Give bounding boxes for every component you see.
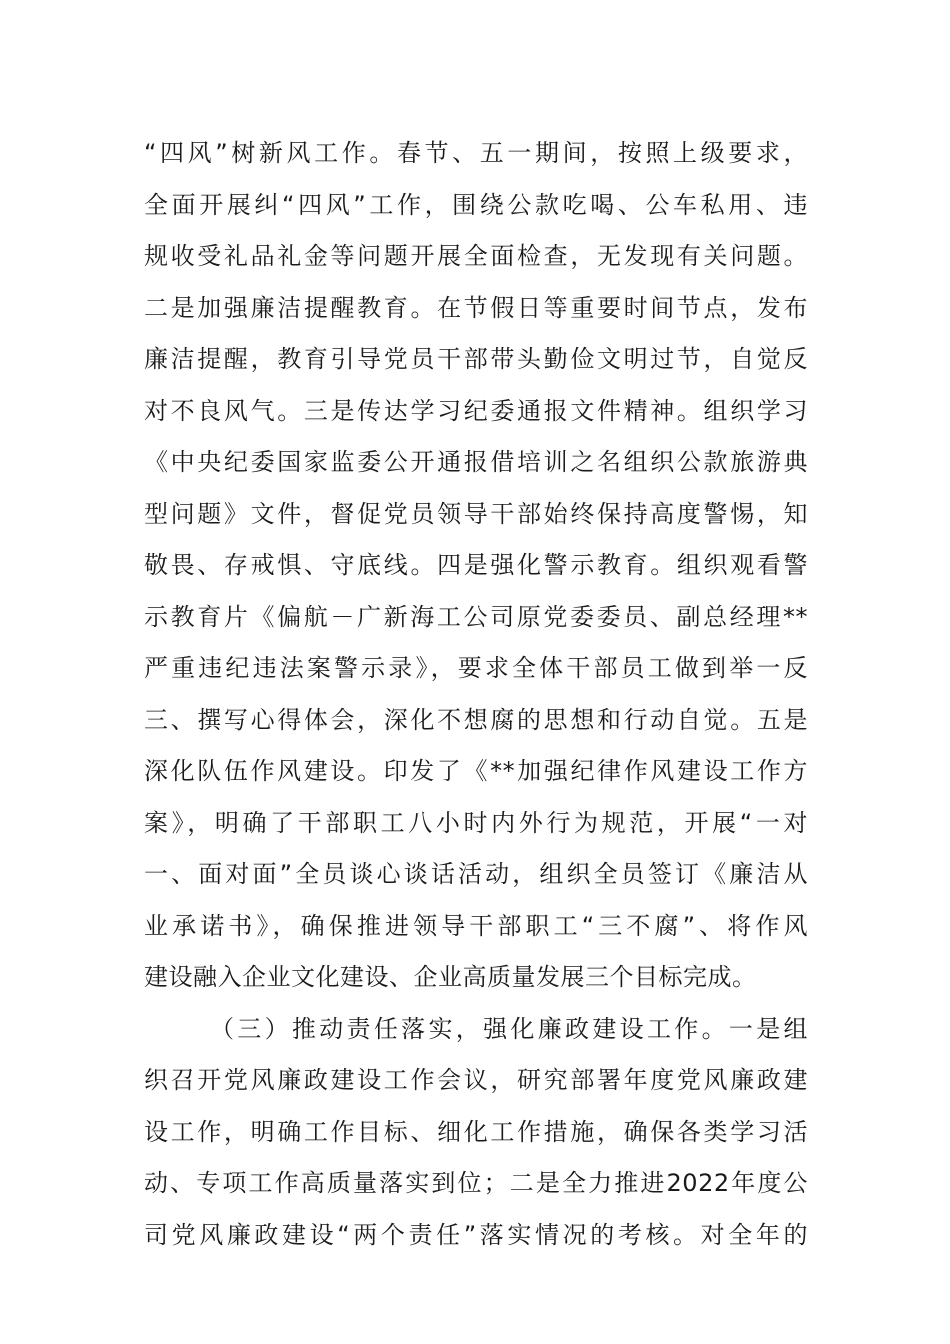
text-line: 对不良风气。三是传达学习纪委通报文件精神。组织学习: [144, 396, 808, 425]
text-line: 织召开党风廉政建设工作会议，研究部署年度党风廉政建: [144, 1066, 808, 1094]
section-heading-line: （三）推动责任落实，强化廉政建设工作。一是组: [210, 1014, 808, 1043]
text-line: 示教育片《偏航－广新海工公司原党委委员、副总经理**: [144, 602, 808, 631]
text-line: 《中央纪委国家监委公开通报借培训之名组织公款旅游典: [144, 448, 808, 476]
text-line: 司党风廉政建设“两个责任”落实情况的考核。对全年的: [144, 1220, 808, 1249]
body-text: [144, 128, 808, 1261]
text-line: 敬畏、存戒惧、守底线。四是强化警示教育。组织观看警: [144, 551, 808, 579]
text-line: “四风”树新风工作。春节、五一期间，按照上级要求，: [144, 139, 808, 167]
text-line: 业承诺书》，确保推进领导干部职工“三不腐”、将作风: [144, 911, 808, 940]
text-line: 三、撰写心得体会，深化不想腐的思想和行动自觉。五是: [144, 705, 808, 734]
text-line: 案》，明确了干部职工八小时内外行为规范，开展“一对: [144, 808, 808, 837]
text-line: 全面开展纠“四风”工作，围绕公款吃喝、公车私用、违: [144, 190, 808, 219]
text-line: 二是加强廉洁提醒教育。在节假日等重要时间节点，发布: [144, 293, 808, 322]
text-line: 型问题》文件，督促党员领导干部始终保持高度警惕，知: [144, 499, 808, 528]
text-line: 建设融入企业文化建设、企业高质量发展三个目标完成。: [144, 963, 757, 991]
text-line: 规收受礼品礼金等问题开展全面检查，无发现有关问题。: [144, 242, 808, 270]
text-line: 一、面对面”全员谈心谈话活动，组织全员签订《廉洁从: [144, 860, 808, 888]
text-line: 深化队伍作风建设。印发了《**加强纪律作风建设工作方: [144, 757, 808, 785]
text-line: 动、专项工作高质量落实到位；二是全力推进2022年度公: [144, 1169, 808, 1197]
text-line: 严重违纪违法案警示录》，要求全体干部员工做到举一反: [144, 654, 808, 682]
text-line: 设工作，明确工作目标、细化工作措施，确保各类学习活: [144, 1117, 808, 1146]
text-line: 廉洁提醒，教育引导党员干部带头勤俭文明过节，自觉反: [144, 345, 808, 373]
